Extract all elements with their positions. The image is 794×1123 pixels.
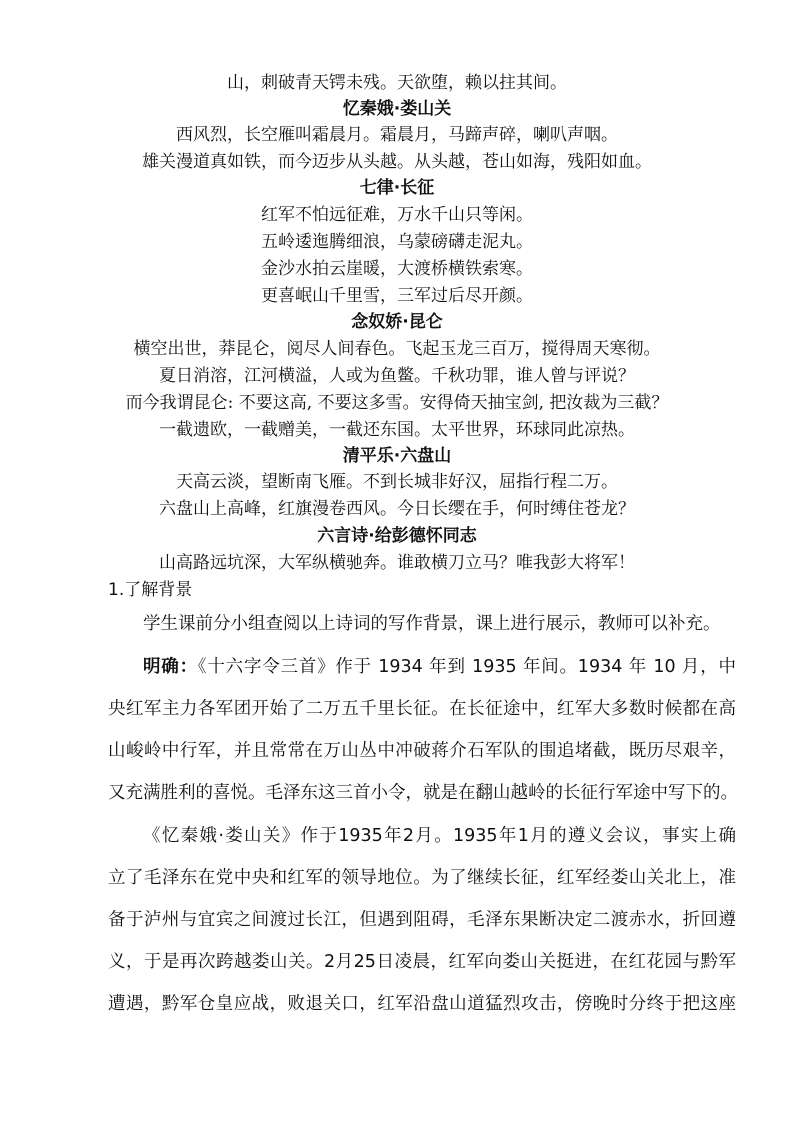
- poem-title: 念奴娇·昆仑: [351, 312, 443, 332]
- paragraph-line: [143, 655, 736, 679]
- poem-line: 山，刺破青天锷未残。天欲堕，赖以拄其间。: [227, 73, 567, 93]
- poem-line: 西风烈，长空雁叫霜晨月。霜晨月，马蹄声碎，喇叭声咽。: [176, 125, 618, 145]
- poem-line: 五岭逶迤腾细浪，乌蒙磅礴走泥丸。: [261, 232, 533, 252]
- paragraph-line: 央红军主力各军团开始了二万五千里长征。在长征途中，红军大多数时候都在高: [108, 699, 736, 719]
- paragraph-line: 《忆秦娥·娄山关》作于1935年2月。1935年1月的遵义会议，事实上确: [143, 826, 736, 846]
- poem-line: 而今我谓昆仑: 不要这高, 不要这多雪。安得倚天抽宝剑, 把汝裁为三截？: [125, 393, 669, 413]
- poem-line: 红军不怕远征难，万水千山只等闲。: [261, 205, 533, 225]
- intro-paragraph: 学生课前分小组查阅以上诗词的写作背景，课上进行展示，教师可以补充。: [143, 614, 721, 634]
- poem-line: 一截遗欧，一截赠美，一截还东国。太平世界，环球同此凉热。: [159, 420, 635, 440]
- poem-line: 夏日消溶，江河横溢，人或为鱼鳖。千秋功罪，谁人曾与评说？: [159, 366, 635, 386]
- paragraph-line: 义，于是再次跨越娄山关。2月25日凌晨，红军向娄山关挺进，在红花园与黔军: [108, 952, 736, 972]
- poem-line: 金沙水拍云崖暖，大渡桥横铁索寒。: [261, 259, 533, 279]
- paragraph-text: 《十六字令三首》作于 1934 年到 1935 年间。1934 年 10 月，中: [197, 657, 736, 677]
- paragraph-line: 备于泸州与宜宾之间渡过长江，但遇到阻碍，毛泽东果断决定二渡赤水，折回遵: [108, 910, 736, 930]
- poem-line: 天高云淡，望断南飞雁。不到长城非好汉，屈指行程二万。: [176, 472, 618, 492]
- poem-line: 横空出世，莽昆仑，阅尽人间春色。飞起玉龙三百万，搅得周天寒彻。: [133, 339, 661, 359]
- paragraph-line: 遭遇，黔军仓皇应战，败退关口，红军沿盘山道猛烈攻击，傍晚时分终于把这座: [108, 994, 736, 1014]
- poem-line: 山高路远坑深，大军纵横驰奔。谁敢横刀立马？唯我彭大将军！: [159, 553, 635, 573]
- paragraph-line: 山峻岭中行军，并且常常在万山丛中冲破蒋介石军队的围追堵截，既历尽艰辛，: [108, 741, 736, 761]
- poem-title: 清平乐·六盘山: [342, 446, 452, 466]
- paragraph-line: 又充满胜利的喜悦。毛泽东这三首小令，就是在翻山越岭的长征行军途中写下的。: [108, 783, 738, 803]
- poem-line: 六盘山上高峰，红旗漫卷西风。今日长缨在手，何时缚住苍龙？: [159, 499, 635, 519]
- poem-title: 忆秦娥·娄山关: [342, 99, 452, 119]
- section-heading: 1.了解背景: [108, 580, 193, 600]
- paragraph-line: 立了毛泽东在党中央和红军的领导地位。为了继续长征，红军经娄山关北上，准: [108, 868, 736, 888]
- poem-line: 雄关漫道真如铁，而今迈步从头越。从头越，苍山如海，残阳如血。: [142, 152, 652, 172]
- lead-label: 明确：: [143, 657, 198, 677]
- poem-title: 七律·长征: [359, 178, 435, 198]
- poem-title: 六言诗·给彭德怀同志: [317, 526, 477, 546]
- poem-line: 更喜岷山千里雪，三军过后尽开颜。: [261, 286, 533, 306]
